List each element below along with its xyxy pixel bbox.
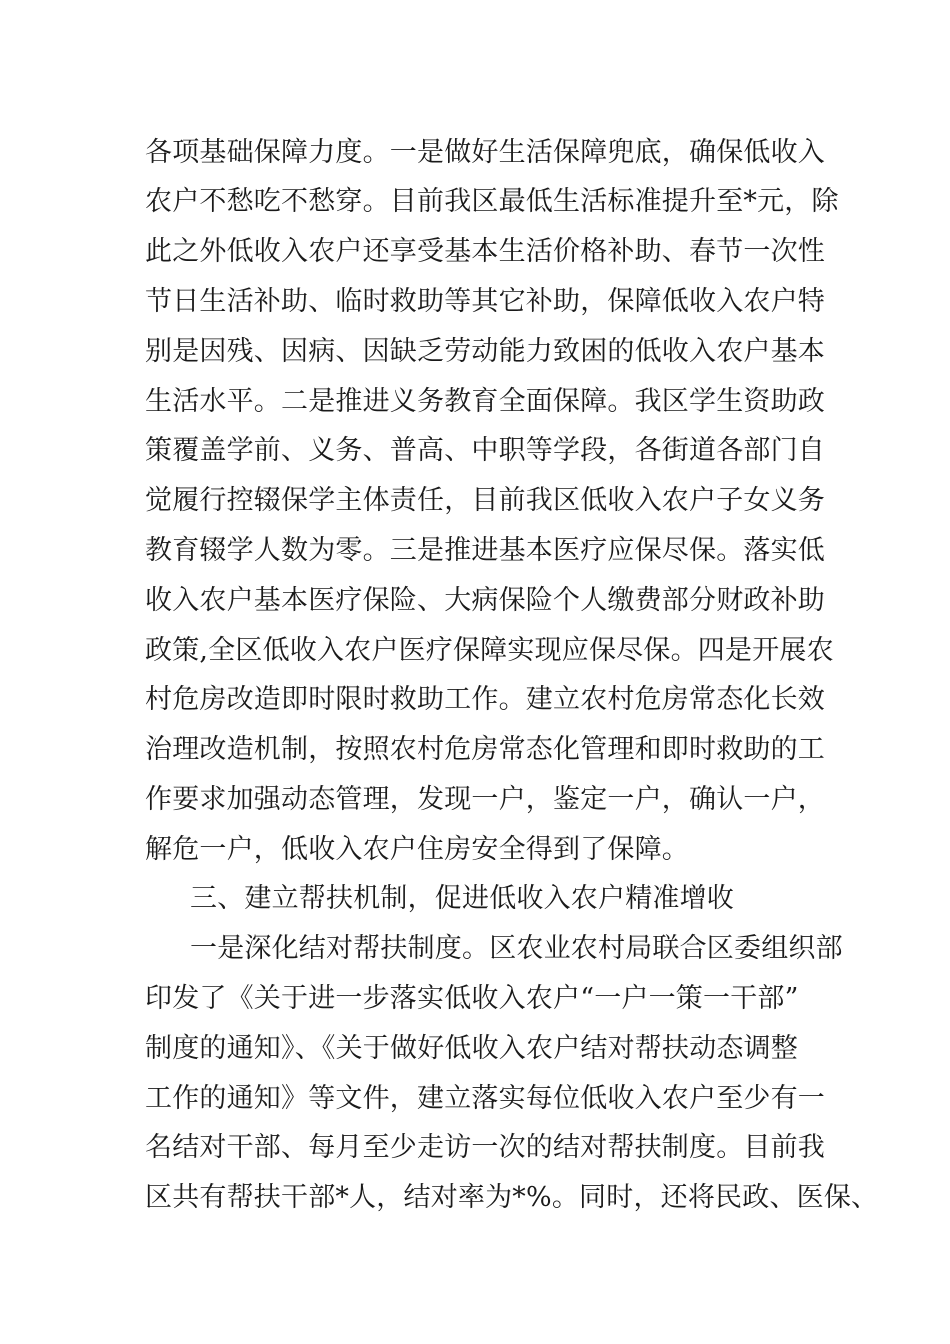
body-text-line: 政策,全区低收入农户医疗保障实现应保尽保。四是开展农 <box>145 635 834 666</box>
body-text-line: 节日生活补助、临时救助等其它补助，保障低收入农户特 <box>145 286 825 317</box>
body-text-line: 农户不愁吃不愁穿。目前我区最低生活标准提升至*元，除 <box>145 186 839 217</box>
paragraph-first-line: 一是深化结对帮扶制度。区农业农村局联合区委组织部 <box>190 933 843 964</box>
body-text-line: 工作的通知》等文件，建立落实每位低收入农户至少有一 <box>145 1083 825 1114</box>
body-text-line: 村危房改造即时限时救助工作。建立农村危房常态化长效 <box>145 684 825 715</box>
section-heading: 三、建立帮扶机制，促进低收入农户精准增收 <box>190 883 734 914</box>
body-text-line: 收入农户基本医疗保险、大病保险个人缴费部分财政补助 <box>145 585 825 616</box>
body-text-line: 治理改造机制，按照农村危房常态化管理和即时救助的工 <box>145 734 825 765</box>
body-text-line: 各项基础保障力度。一是做好生活保障兜底，确保低收入 <box>145 137 825 168</box>
body-text-line: 名结对干部、每月至少走访一次的结对帮扶制度。目前我 <box>145 1132 825 1163</box>
body-text-line: 教育辍学人数为零。三是推进基本医疗应保尽保。落实低 <box>145 535 825 566</box>
body-text-line: 区共有帮扶干部*人，结对率为*%。同时，还将民政、医保、 <box>145 1182 879 1213</box>
body-text-line: 印发了《关于进一步落实低收入农户“一户一策一干部” <box>145 983 799 1014</box>
body-text-line: 制度的通知》、《关于做好低收入农户结对帮扶动态调整 <box>145 1033 798 1064</box>
body-text-line: 作要求加强动态管理，发现一户，鉴定一户，确认一户， <box>145 784 825 815</box>
body-text-line: 解危一户，低收入农户住房安全得到了保障。 <box>145 834 689 865</box>
body-text-line: 策覆盖学前、义务、普高、中职等学段，各街道各部门自 <box>145 435 825 466</box>
body-text-line: 觉履行控辍保学主体责任，目前我区低收入农户子女义务 <box>145 485 825 516</box>
body-text-line: 此之外低收入农户还享受基本生活价格补助、春节一次性 <box>145 236 825 267</box>
body-text-line: 生活水平。二是推进义务教育全面保障。我区学生资助政 <box>145 386 825 417</box>
body-text-line: 别是因残、因病、因缺乏劳动能力致困的低收入农户基本 <box>145 336 825 367</box>
